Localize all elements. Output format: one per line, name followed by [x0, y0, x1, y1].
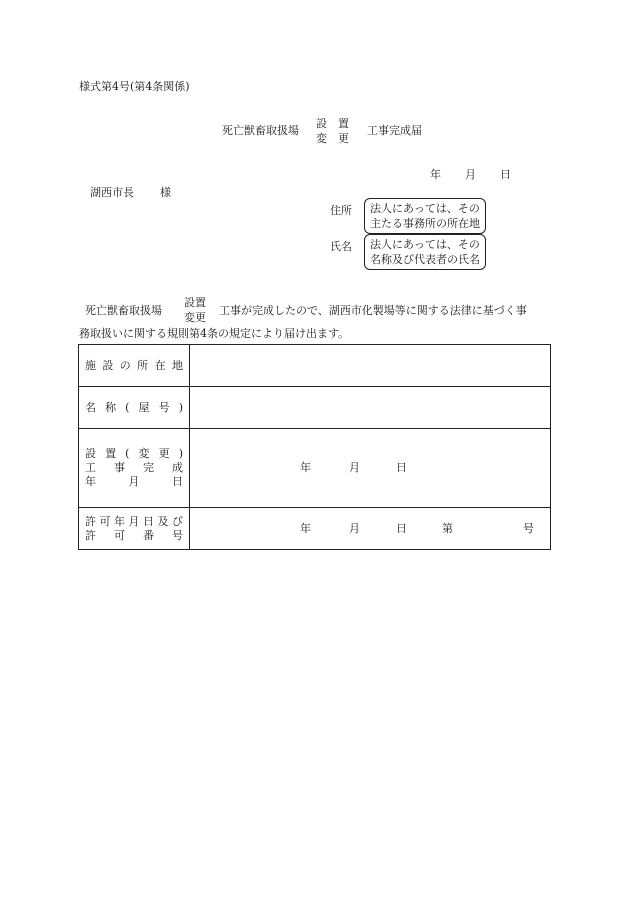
label-char: 番 [143, 528, 154, 542]
addressee-honorific: 様 [160, 186, 171, 199]
label-char: 成 [172, 461, 183, 474]
form-number: 様式第4号(第4条関係) [79, 80, 190, 93]
table-row-name [79, 387, 551, 429]
permit-dai-label: 第 [442, 521, 453, 535]
completion-day-label: 日 [396, 461, 407, 474]
body-option-change: 変更 [184, 311, 206, 324]
address-note-line: 法人にあっては、その [370, 202, 480, 215]
permit-month-label: 月 [349, 521, 360, 535]
table-row-permit [79, 508, 551, 550]
label-char: 月 [128, 475, 140, 488]
label-char: 許 [85, 514, 96, 528]
field-facility-location[interactable] [190, 345, 551, 387]
permit-go-label: 号 [523, 521, 534, 535]
label-char: 号 [158, 400, 170, 414]
completion-year-label: 年 [300, 461, 311, 474]
label-char: 在 [154, 358, 166, 372]
name-note-line: 法人にあっては、その [370, 238, 480, 251]
body-lead: 死亡獣畜取扱場 [85, 304, 162, 317]
name-label: 氏名 [330, 240, 352, 253]
label-char: 称 [105, 400, 117, 414]
label-char: 号 [172, 528, 183, 542]
permit-year-label: 年 [300, 521, 311, 535]
title-prefix: 死亡獣畜取扱場 [222, 124, 299, 137]
name-note [364, 234, 486, 270]
title-option-change: 変 更 [316, 132, 349, 145]
body-line1-rest: 工事が完成したので、湖西市化製場等に関する法律に基づく事 [219, 304, 527, 317]
facility-info-table [78, 344, 551, 550]
label-char: ( [125, 400, 130, 414]
label-char: 地 [171, 358, 183, 372]
label-char: ( [125, 447, 130, 460]
label-permit-date-number [79, 508, 190, 550]
completion-month-label: 月 [349, 461, 360, 474]
label-char: 名 [85, 400, 96, 414]
permit-day-label: 日 [396, 521, 407, 535]
label-char: 及 [157, 514, 169, 528]
table-row-location [79, 345, 551, 387]
label-business-name [79, 387, 190, 429]
address-note-line: 主たる事務所の所在地 [370, 217, 480, 230]
body-option-install: 設置 [184, 296, 206, 309]
body-line2: 務取扱いに関する規則第4条の規定により届け出ます。 [79, 327, 350, 340]
title-suffix: 工事完成届 [367, 124, 422, 137]
body-option-stack [184, 297, 206, 323]
date-month-label: 月 [465, 168, 476, 181]
addressee-name: 湖西市長 [90, 186, 134, 199]
label-char: 設 [102, 358, 114, 372]
label-char: ) [178, 400, 183, 414]
label-char: 所 [137, 358, 149, 372]
label-char: 年 [114, 514, 125, 528]
date-year-label: 年 [430, 168, 441, 181]
title-option-stack [316, 118, 349, 144]
field-permit-date-number[interactable] [190, 508, 551, 550]
label-char: 可 [114, 528, 125, 542]
label-char: 可 [99, 514, 111, 528]
label-char: 許 [85, 528, 96, 542]
label-char: 更 [158, 447, 170, 460]
label-char: 工 [85, 461, 96, 474]
date-day-label: 日 [500, 168, 511, 181]
label-char: ) [178, 447, 183, 460]
label-char: 変 [138, 447, 150, 460]
label-char: 完 [143, 461, 154, 474]
label-char: 屋 [138, 400, 150, 414]
label-char: 日 [172, 475, 183, 488]
title-option-install: 設 置 [316, 117, 349, 130]
label-completion-date [79, 429, 190, 508]
label-char: び [172, 514, 183, 528]
address-note [364, 198, 486, 234]
name-note-line: 名称及び代表者の氏名 [370, 253, 480, 266]
field-completion-date[interactable] [190, 429, 551, 508]
field-business-name[interactable] [190, 387, 551, 429]
label-char: の [119, 358, 131, 372]
label-char: 設 [85, 447, 96, 460]
label-char: 月 [128, 514, 140, 528]
label-char: 置 [105, 447, 117, 460]
label-char: 年 [85, 475, 96, 488]
address-label: 住所 [330, 204, 352, 217]
label-char: 事 [114, 461, 125, 474]
label-facility-location [79, 345, 190, 387]
label-char: 施 [85, 358, 96, 372]
label-char: 日 [143, 514, 154, 528]
table-row-completion-date [79, 429, 551, 508]
